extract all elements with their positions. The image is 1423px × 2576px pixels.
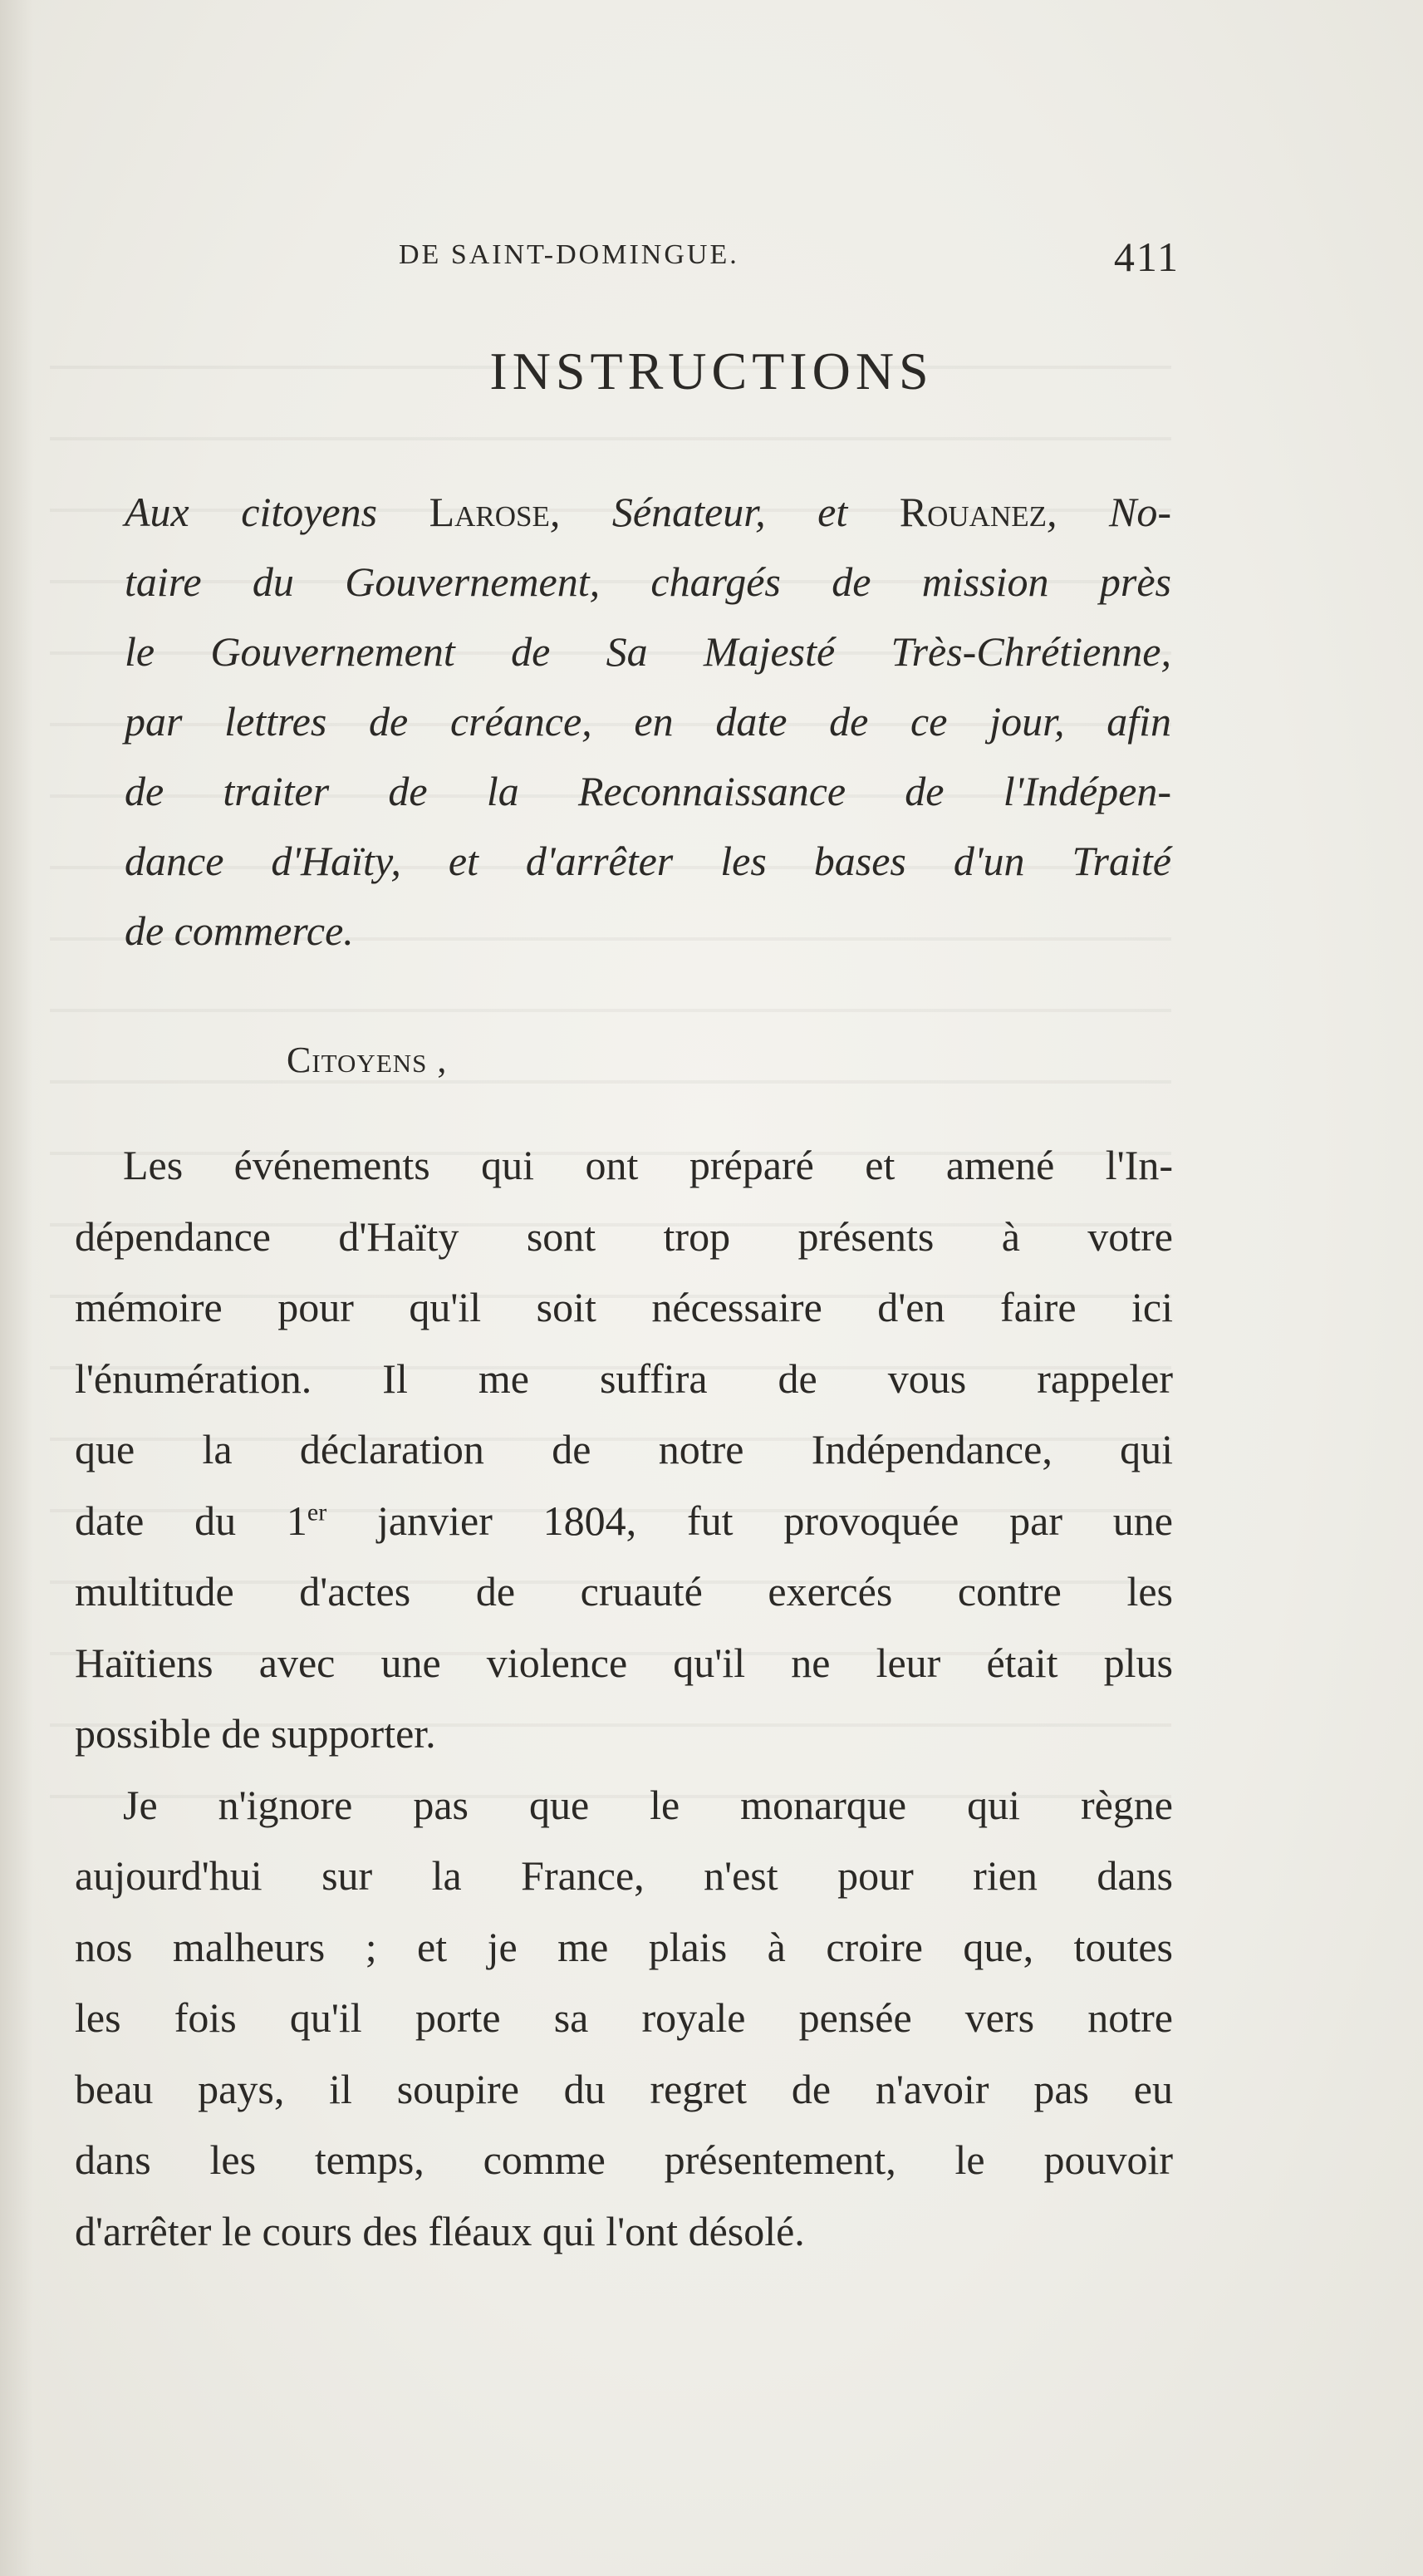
- subtitle-line: [125, 756, 1171, 826]
- subtitle-line: [125, 547, 1171, 617]
- salutation: Citoyens ,: [287, 1040, 448, 1080]
- subtitle-line: [125, 826, 1171, 896]
- superscript: er: [307, 1497, 327, 1526]
- page-header: [399, 233, 1180, 291]
- paragraph-2: [75, 1770, 1173, 2268]
- text-run: date du 1: [75, 1497, 307, 1544]
- subtitle-line: [125, 477, 1171, 547]
- body-line: possible de supporter.: [75, 1710, 436, 1757]
- text-run: Aux citoyens: [125, 489, 429, 535]
- text-run: , No-: [1046, 489, 1172, 535]
- section-subtitle: [125, 477, 1171, 966]
- body-line: les fois qu'il porte sa royale pensée vers notre: [75, 1994, 1173, 2041]
- body-line: l'énumération. Il me suffira de vous rappeler: [75, 1354, 1173, 1402]
- text-run: par lettres de créance, en date de ce jour, afin: [125, 698, 1171, 745]
- body-line: mémoire pour qu'il soit nécessaire d'en faire ici: [75, 1284, 1173, 1330]
- body-text: [75, 1130, 1173, 2267]
- section-title: INSTRUCTIONS: [489, 342, 934, 401]
- body-line: dépendance d'Haïty sont trop présents à votre: [75, 1212, 1173, 1260]
- small-caps-name: Larose: [429, 489, 550, 535]
- subtitle-line: [125, 686, 1171, 756]
- body-line: [75, 1486, 1173, 1557]
- small-caps-name: Rouanez: [899, 489, 1047, 535]
- body-line: que la déclaration de notre Indépendance, qui: [75, 1426, 1173, 1472]
- body-line: beau pays, il soupire du regret de n'avoir pas eu: [75, 2065, 1173, 2112]
- body-line: d'arrêter le cours des fléaux qui l'ont désolé.: [75, 2207, 805, 2254]
- text-run: dance d'Haïty, et d'arrêter les bases d'un Traité: [125, 838, 1171, 884]
- body-line: Je n'ignore pas que le monarque qui règne: [123, 1781, 1173, 1828]
- body-line: nos malheurs ; et je me plais à croire que, toutes: [75, 1923, 1173, 1970]
- body-line: Haïtiens avec une violence qu'il ne leur était plus: [75, 1639, 1173, 1686]
- paragraph-1: [75, 1130, 1173, 1770]
- subtitle-line: [125, 896, 1171, 966]
- body-line: aujourd'hui sur la France, n'est pour rien dans: [75, 1852, 1173, 1899]
- text-run: le Gouvernement de Sa Majesté Très-Chrétienne,: [125, 628, 1171, 675]
- text-run: taire du Gouvernement, chargés de mission près: [125, 558, 1171, 605]
- body-line: Les événements qui ont préparé et amené l'In-: [123, 1142, 1173, 1188]
- subtitle-line: [125, 617, 1171, 686]
- body-line: multitude d'actes de cruauté exercés contre les: [75, 1568, 1173, 1615]
- body-line: dans les temps, comme présentement, le pouvoir: [75, 2136, 1173, 2183]
- text-run: de commerce.: [125, 907, 354, 954]
- running-head: DE SAINT-DOMINGUE.: [399, 239, 739, 270]
- text-run: de traiter de la Reconnaissance de l'Indépen-: [125, 768, 1171, 814]
- text-run: , Sénateur, et: [549, 489, 900, 535]
- page-number: 411: [1113, 234, 1180, 280]
- text-run: janvier 1804, fut provoquée par une: [326, 1497, 1174, 1544]
